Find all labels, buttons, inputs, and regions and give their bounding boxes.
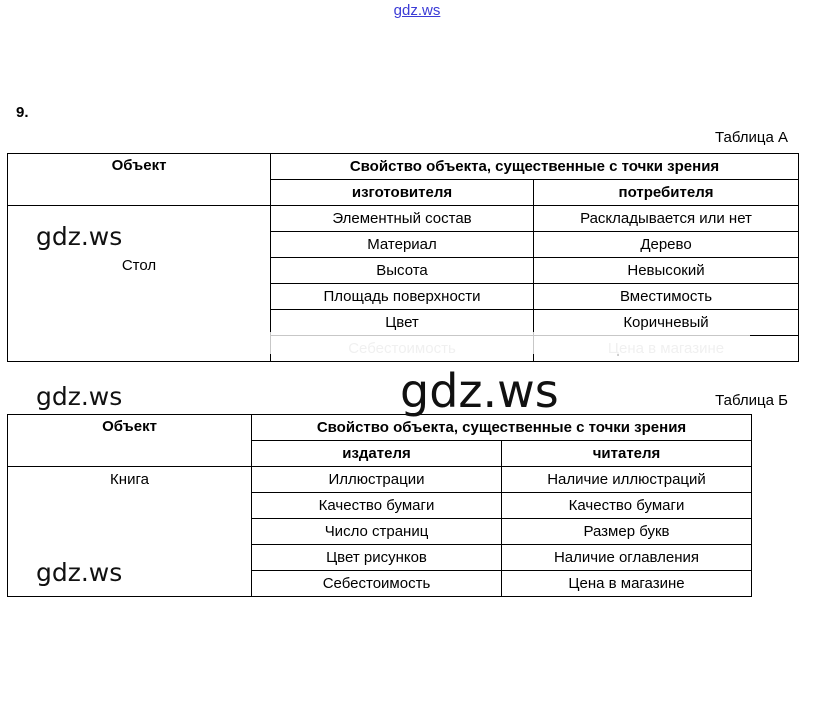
table-a-cell-right: Вместимость: [534, 284, 799, 310]
table-b-object: Книга: [8, 467, 252, 597]
table-a-subheader-right: потребителя: [534, 180, 799, 206]
table-a: [7, 153, 799, 362]
table-a-cell-left: Материал: [271, 232, 534, 258]
table-b-cell-left: Иллюстрации: [252, 467, 502, 493]
table-b-cell-left: Число страниц: [252, 519, 502, 545]
watermark: gdz.ws: [36, 558, 123, 587]
table-a-cell-right: Раскладывается или нет: [534, 206, 799, 232]
table-b-header-object: Объект: [8, 415, 252, 467]
table-b-header-property: Свойство объекта, существенные с точки зрения: [252, 415, 752, 441]
table-a-cell-left: Цвет: [271, 310, 534, 336]
table-b-cell-left: Цвет рисунков: [252, 545, 502, 571]
table-a-cell-left: Высота: [271, 258, 534, 284]
table-a-header-property: Свойство объекта, существенные с точки зрения: [271, 154, 799, 180]
table-b-cell-left: Себестоимость: [252, 571, 502, 597]
table-a-caption: Таблица А: [715, 129, 788, 146]
table-b-cell-right: Качество бумаги: [502, 493, 752, 519]
table-a-object: Стол: [121, 257, 157, 274]
watermark-overlay-band: [60, 332, 750, 354]
table-b-cell-right: Размер букв: [502, 519, 752, 545]
watermark: gdz.ws: [36, 382, 123, 411]
watermark: gdz.ws: [36, 222, 123, 251]
table-b-subheader-right: читателя: [502, 441, 752, 467]
watermark-large: gdz.ws: [400, 364, 559, 418]
table-a-cell-right: Дерево: [534, 232, 799, 258]
table-b-cell-right: Цена в магазине: [502, 571, 752, 597]
site-header-link[interactable]: gdz.ws: [393, 2, 441, 19]
table-b-subheader-left: издателя: [252, 441, 502, 467]
table-a-cell-right: Коричневый: [534, 310, 799, 336]
table-b-cell-left: Качество бумаги: [252, 493, 502, 519]
table-b-caption: Таблица Б: [715, 392, 788, 409]
table-a-cell-right: Невысокий: [534, 258, 799, 284]
table-a-header-object: Объект: [8, 154, 271, 206]
table-b-cell-right: Наличие оглавления: [502, 545, 752, 571]
table-a-cell-left: Площадь поверхности: [271, 284, 534, 310]
table-b-cell-right: Наличие иллюстраций: [502, 467, 752, 493]
table-a-cell-left: Элементный состав: [271, 206, 534, 232]
task-number: 9.: [16, 104, 29, 121]
table-a-subheader-left: изготовителя: [271, 180, 534, 206]
